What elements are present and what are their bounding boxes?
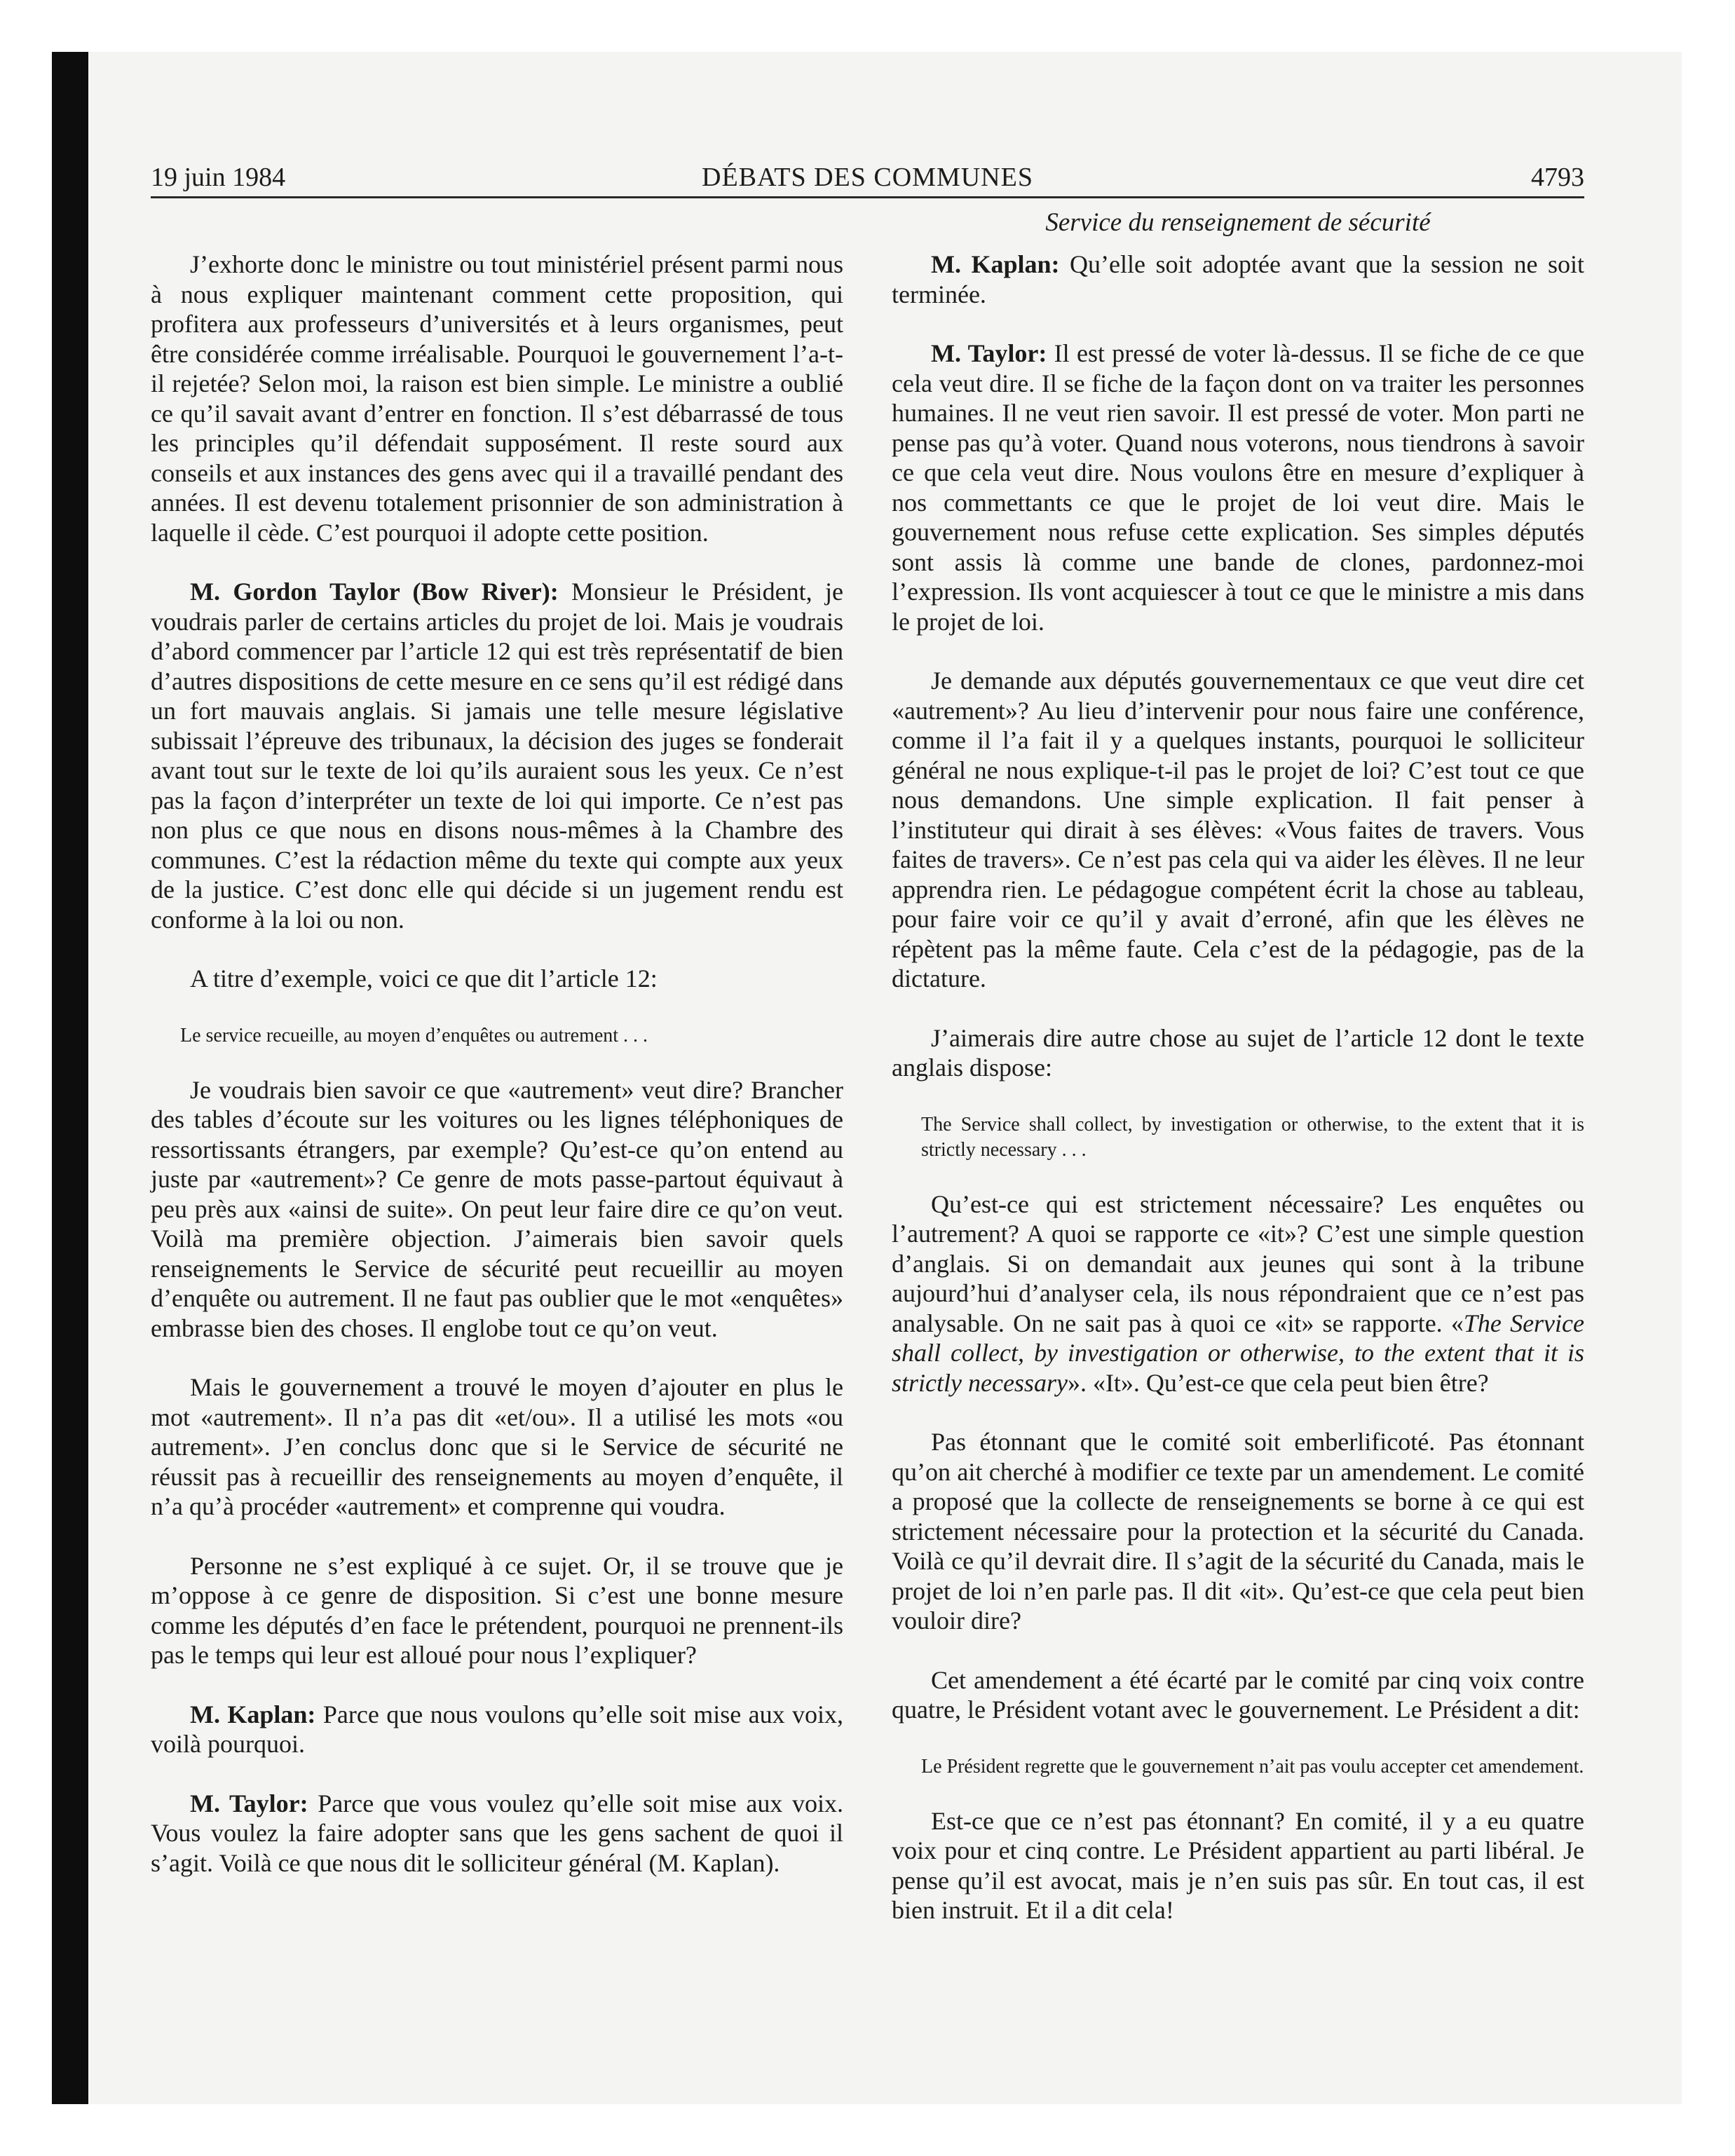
- header-publication: DÉBATS DES COMMUNES: [702, 163, 1033, 192]
- paragraph-text: Personne ne s’est expliqué à ce sujet. Or, il se trouve que je m’oppose à ce genre de disposition. Si c’est une bonne mesure comme les députés d’en face le prétendent, pourquoi ne prennent-ils pas le temps qui leur est alloué pour nous l’expliquer?: [151, 1551, 843, 1669]
- paragraph-text: A titre d’exemple, voici ce que dit l’article 12:: [190, 964, 658, 992]
- paragraph: [892, 1189, 1584, 1398]
- paragraph: [892, 1427, 1584, 1636]
- speaker-name: M. Taylor:: [190, 1789, 308, 1817]
- paragraph: [151, 964, 843, 994]
- header-page-number: 4793: [1531, 163, 1584, 192]
- paragraph: [151, 1075, 843, 1344]
- paragraph: [151, 1551, 843, 1670]
- paragraph-text: Parce que vous voulez qu’elle soit mise aux voix. Vous voulez la faire adopter sans que les gens sachent de quoi il s’agit. Voilà ce que nous dit le solliciteur général (M. Kaplan).: [151, 1789, 843, 1877]
- speaker-name: M. Taylor:: [931, 339, 1047, 367]
- paragraph-text: J’aimerais dire autre chose au sujet de l’article 12 dont le texte anglais dispose:: [892, 1023, 1584, 1082]
- quoted-text: Le service recueille, au moyen d’enquêtes ou autrement . . .: [180, 1024, 648, 1046]
- paragraph: [892, 1023, 1584, 1083]
- paragraph-text: Je demande aux députés gouvernementaux ce que veut dire cet «autrement»? Au lieu d’intervenir pour nous faire une conférence, comme il l’a fait il y a quelques instants, pourquoi le solliciteur général ne nous explique-t-il pas le projet de loi? C’est tout ce que nous demandons. Une simple explication. Il fait penser à l’instituteur qui dirait à ses élèves: «Vous faites de travers. Vous faites de travers». Ce n’est pas cela qui va aider les élèves. Il ne leur apprendra rien. Le pédagogue compétent écrit la chose au tableau, pour faire voir ce qu’il y avait d’erroné, afin que les élèves ne répètent pas la même faute. Cela c’est de la pédagogie, pas de la dictature.: [892, 667, 1584, 992]
- paragraph-text: Qu’est-ce qui est strictement nécessaire? Les enquêtes ou l’autrement? A quoi se rapporte ce «it»? C’est une simple question d’anglais. Si on demandait aux jeunes qui sont à la tribune aujourd’hui d’analyser cela, ils nous répondraient que ce n’est pas analysable. On ne sait pas à quoi ce «it» se rapporte. «: [892, 1189, 1584, 1337]
- section-title: Service du renseignement de sécurité: [1045, 208, 1431, 237]
- paragraph: [151, 1789, 843, 1878]
- paragraph-text: J’exhorte donc le ministre ou tout ministériel présent parmi nous à nous expliquer maintenant comment cette proposition, qui profitera aux professeurs d’universités et à leurs organismes, peut être considérée comme irréalisable. Pourquoi le gouvernement l’a-t-il rejetée? Selon moi, la raison est bien simple. Le ministre a oublié ce qu’il savait avant d’entrer en fonction. Il s’est débarrassé de tous les principles qu’il défendait supposément. Il reste sourd aux conseils et aux instances des gens avec qui il a travaillé pendant des années. Il est devenu totalement prisonnier de son administration à laquelle il cède. C’est pourquoi il adopte cette position.: [151, 250, 843, 547]
- paragraph-text: Qu’elle soit adoptée avant que la session ne soit terminée.: [892, 250, 1584, 308]
- header-date: 19 juin 1984: [151, 163, 286, 192]
- paragraph: [892, 666, 1584, 994]
- paragraph: [151, 1372, 843, 1522]
- paragraph: [892, 250, 1584, 309]
- paragraph-text: ». «It». Qu’est-ce que cela peut bien être?: [1067, 1368, 1489, 1397]
- right-column: [892, 250, 1584, 1955]
- speaker-name: M. Gordon Taylor (Bow River):: [190, 578, 559, 606]
- paragraph-text: Monsieur le Président, je voudrais parler de certains articles du projet de loi. Mais je voudrais d’abord commencer par l’article 12 qui est très représentatif de bien d’autres dispositions de cette mesure en ce sens qu’il est rédigé dans un fort mauvais anglais. Si jamais une telle mesure législative subissait l’épreuve des tribunaux, la décision des juges se fonderait avant tout sur le texte de loi qu’ils auraient sous les yeux. Ce n’est pas la façon d’interpréter un texte de loi qui importe. Ce n’est pas non plus ce que nous en disons nous-mêmes à la Chambre des communes. C’est la rédaction même du texte qui compte aux yeux de la justice. C’est donc elle qui décide si un jugement rendu est conforme à la loi ou non.: [151, 578, 843, 934]
- speaker-name: M. Kaplan:: [931, 250, 1060, 278]
- quoted-text: The Service shall collect, by investigation or otherwise, to the extent that it is strictly necessary . . .: [921, 1113, 1584, 1161]
- italic-quote: The Service shall collect, by investigation or otherwise, to the extent that it is strictly necessary: [892, 1309, 1584, 1397]
- paragraph: [892, 1806, 1584, 1925]
- paragraph-text: Je voudrais bien savoir ce que «autrement» veut dire? Brancher des tables d’écoute sur les voitures ou les lignes téléphoniques de ressortissants étrangers, par exemple? Qu’est-ce qu’on entend au juste par «autrement»? Ce genre de mots passe-partout équivaut à peu près aux «ainsi de suite». On peut leur faire dire ce qu’on veut. Voilà ma première objection. J’aimerais bien savoir quels renseignements le Service de sécurité peut recueillir au moyen d’enquête ou autrement. Il ne faut pas oublier que le mot «enquêtes» embrasse bien des choses. Il englobe tout ce qu’on veut.: [151, 1075, 843, 1342]
- speaker-name: M. Kaplan:: [190, 1700, 316, 1728]
- quoted-text: Le Président regrette que le gouvernement n’ait pas voulu accepter cet amendement.: [921, 1755, 1584, 1778]
- paragraph-text: Cet amendement a été écarté par le comité par cinq voix contre quatre, le Président votant avec le gouvernement. Le Président a dit:: [892, 1665, 1584, 1724]
- binding-edge: [52, 52, 88, 2104]
- paragraph: [151, 577, 843, 934]
- paragraph-text: Parce que nous voulons qu’elle soit mise aux voix, voilà pourquoi.: [151, 1700, 844, 1758]
- paragraph-text: Il est pressé de voter là-dessus. Il se fiche de ce que cela veut dire. Il se fiche de la façon dont on va traiter les personnes humaines. Il ne veut rien savoir. Il est pressé de voter. Mon parti ne pense pas qu’à voter. Quand nous voterons, nous tiendrons à savoir ce que cela veut dire. Nous voulons être en mesure d’expliquer à nos commettants ce que le projet de loi veut dire. Mais le gouvernement nous refuse cette explication. Ses simples députés sont assis là comme une bande de clones, pardonnez-moi l’expression. Ils vont acquiescer à tout ce que le ministre a mis dans le projet de loi.: [892, 339, 1584, 636]
- paragraph-text: Pas étonnant que le comité soit emberlificoté. Pas étonnant qu’on ait cherché à modifier ce texte par un amendement. Le comité a proposé que la collecte de renseignements se borne à ce qui est strictement nécessaire pour la protection et la sécurité du Canada. Voilà ce qu’il devrait dire. Il s’agit de la sécurité du Canada, mais le projet de loi n’en parle pas. Il dit «it». Qu’est-ce que cela peut bien vouloir dire?: [892, 1428, 1584, 1635]
- paragraph-text: Mais le gouvernement a trouvé le moyen d’ajouter en plus le mot «autrement». Il n’a pas dit «et/ou». Il a utilisé les mots «ou autrement». J’en conclus donc que si le Service de sécurité ne réussit pas à recueillir des renseignements au moyen d’enquête, il n’a qu’à procéder «autrement» et comprenne qui voudra.: [151, 1373, 843, 1520]
- paragraph: [892, 339, 1584, 636]
- paragraph: [151, 1700, 843, 1759]
- paragraph: [892, 1665, 1584, 1725]
- paragraph: [151, 250, 843, 547]
- paragraph-text: Est-ce que ce n’est pas étonnant? En comité, il y a eu quatre voix pour et cinq contre. Le Président appartient au parti libéral. Je pense qu’il est avocat, mais je n’en suis pas sûr. En tout cas, il est bien instruit. Et il a dit cela!: [892, 1806, 1584, 1924]
- running-header: [151, 156, 1584, 198]
- left-column: [151, 250, 843, 1907]
